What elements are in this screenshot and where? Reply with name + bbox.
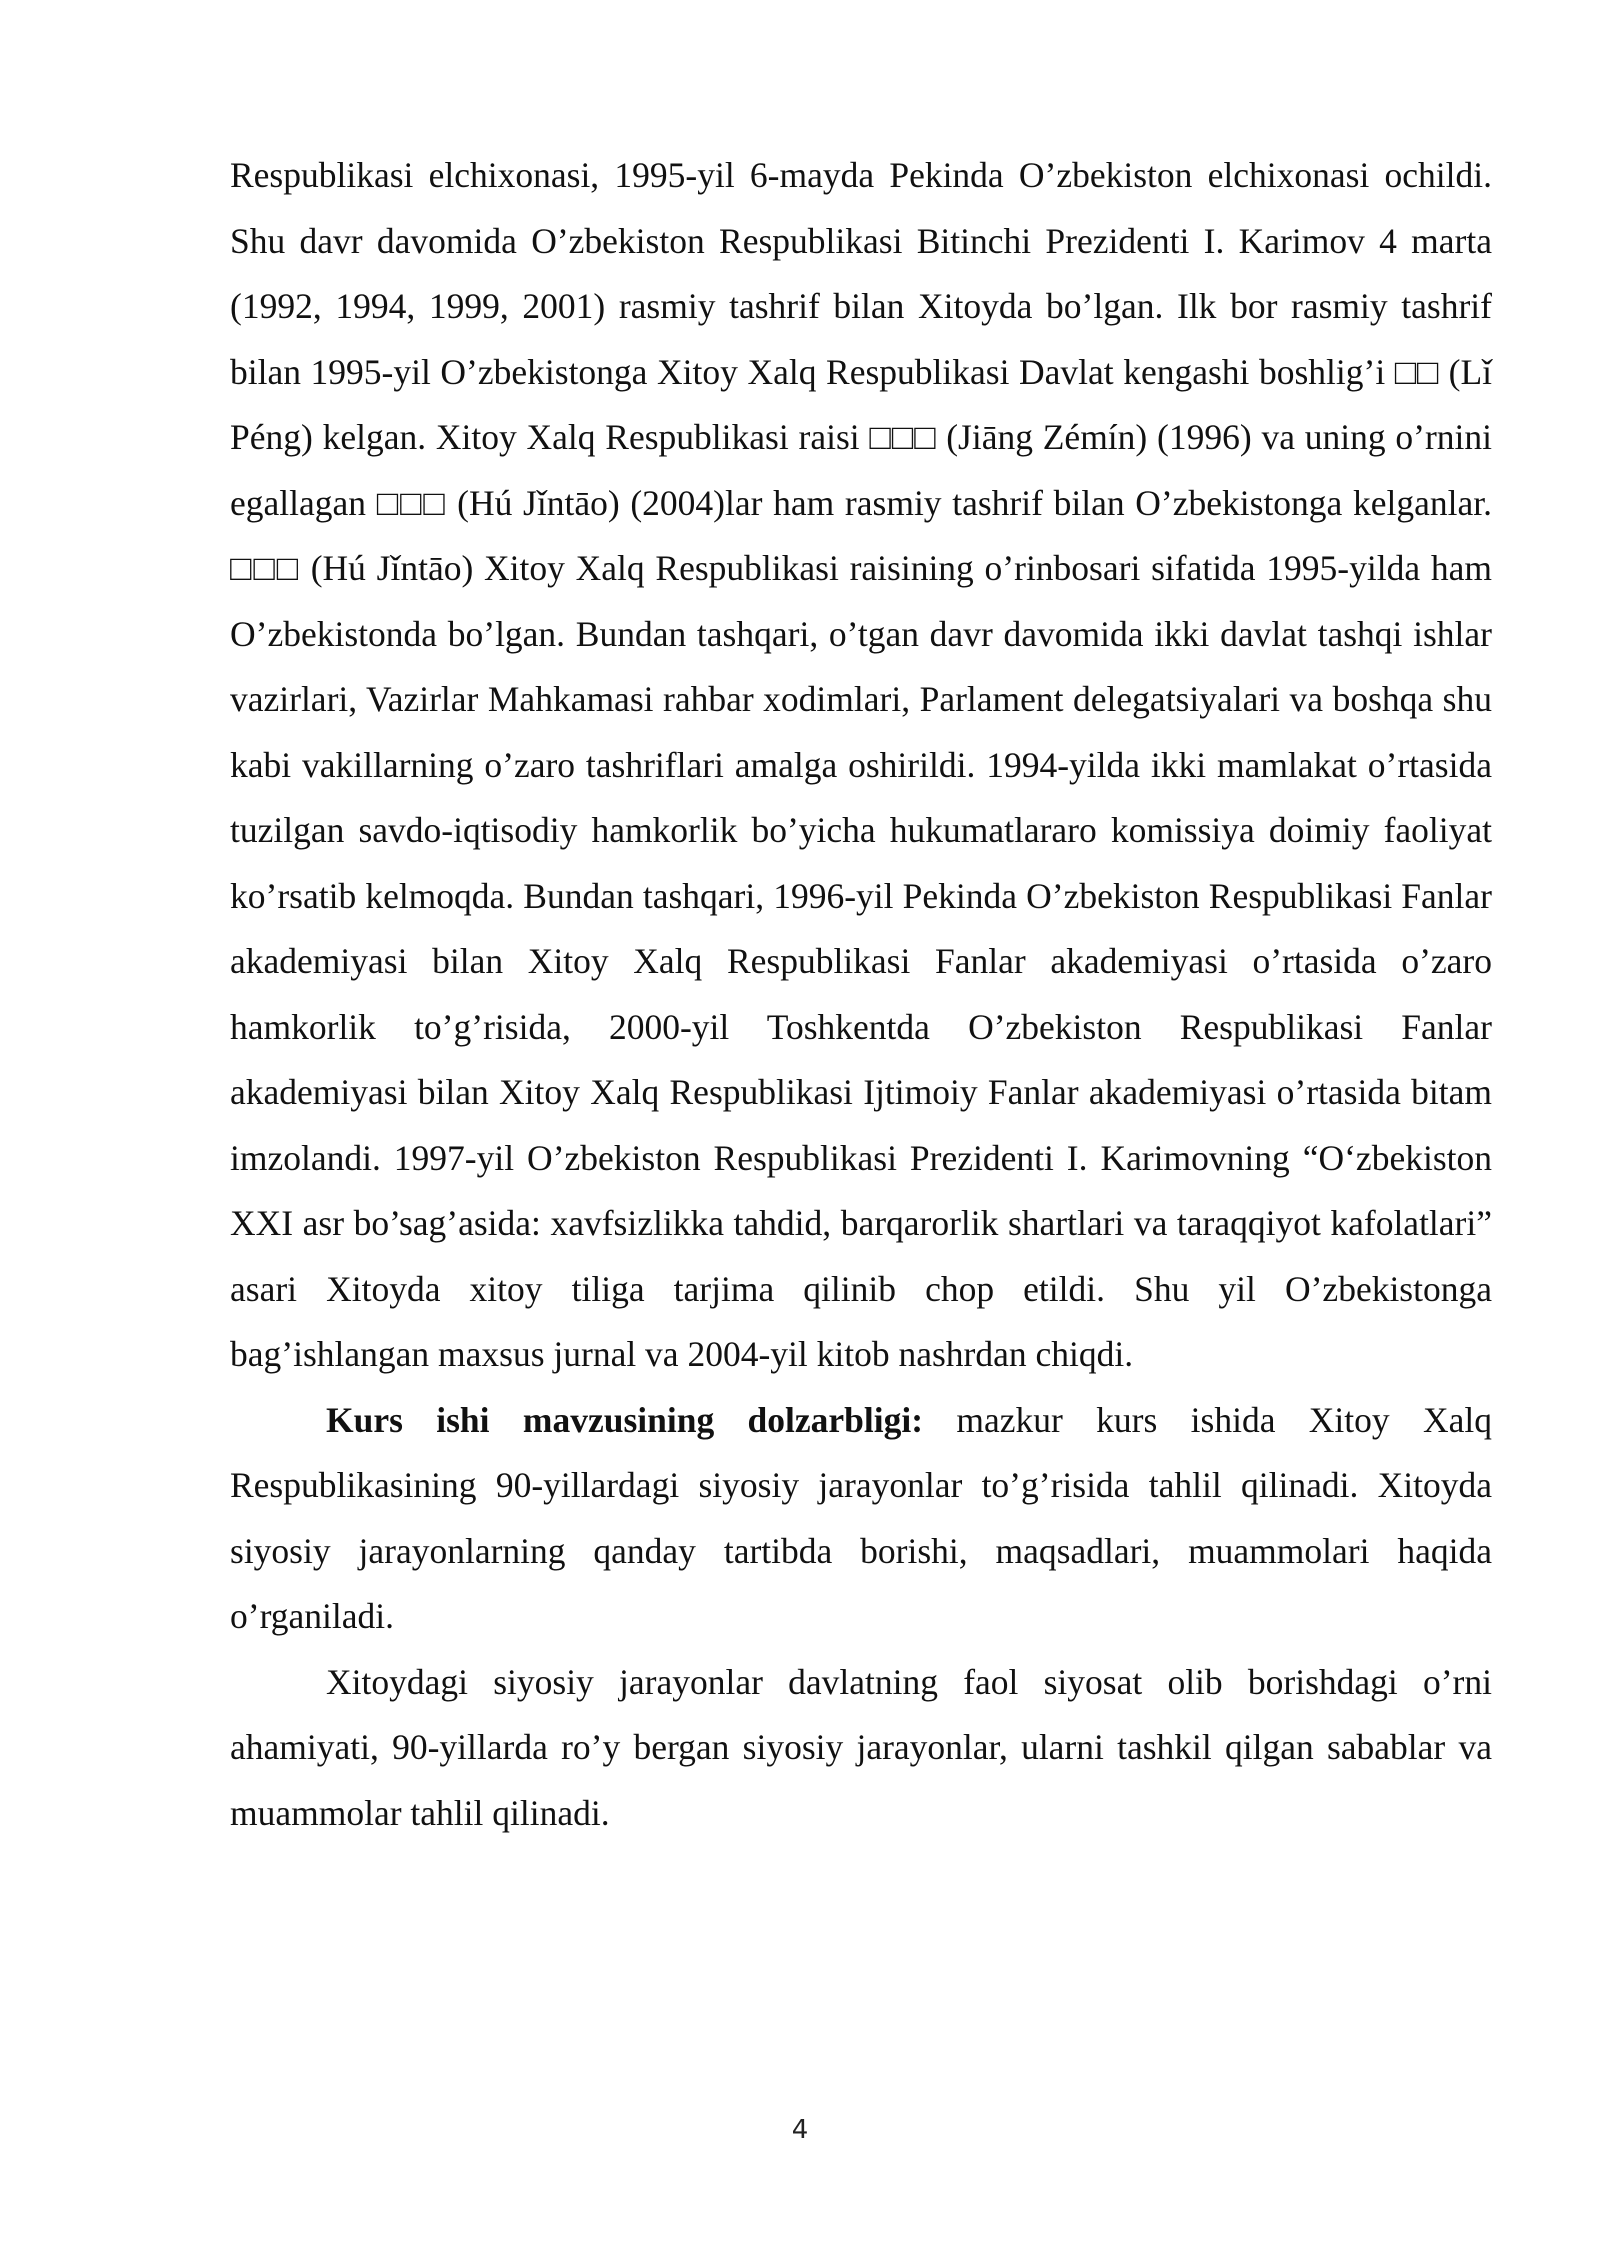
topic-relevance-text: mazkur kurs ishida Xitoy Xalq Respublikasining 90-yillardagi siyosiy jarayonlar to’g’risida tahlil qilinadi. Xitoyda siyosiy jarayonlarning qanday tartibda borishi, maqsadlari, muammolari haqida o’rganiladi. <box>230 1399 1492 1636</box>
topic-relevance-heading: Kurs ishi mavzusining dolzarbligi: <box>326 1399 924 1440</box>
paragraph-political-processes: Xitoydagi siyosiy jarayonlar davlatning faol siyosat olib borishdagi o’rni ahamiyati, 90-yillarda ro’y bergan siyosiy jarayonlar, ularni tashkil qilgan sabablar va muammolar tahlil qilinadi. <box>230 1661 1492 1833</box>
page-number: 4 <box>791 2115 809 2145</box>
paragraph-topic-relevance <box>230 1388 1492 1650</box>
document-body <box>230 143 1492 1846</box>
paragraph-relations-history: Respublikasi elchixonasi, 1995-yil 6-mayda Pekinda O’zbekiston elchixonasi ochildi. Shu davr davomida O’zbekiston Respublikasi Bitinchi Prezidenti I. Karimov 4 marta (1992, 1994, 1999, 2001) rasmiy tashrif bilan Xitoyda bo’lgan. Ilk bor rasmiy tashrif bilan 1995-yil O’zbekistonga Xitoy Xalq Respublikasi Davlat kengashi boshlig’i □□ (Lǐ Péng) kelgan. Xitoy Xalq Respublikasi raisi □□□ (Jiāng Zémín) (1996) va uning o’rnini egallagan □□□ (Hú Jǐntāo) (2004)lar ham rasmiy tashrif bilan O’zbekistonga kelganlar. □□□ (Hú Jǐntāo) Xitoy Xalq Respublikasi raisining o’rinbosari sifatida 1995-yilda ham O’zbekistonda bo’lgan. Bundan tashqari, o’tgan davr davomida ikki davlat tashqi ishlar vazirlari, Vazirlar Mahkamasi rahbar xodimlari, Parlament delegatsiyalari va boshqa shu kabi vakillarning o’zaro tashriflari amalga oshirildi. 1994-yilda ikki mamlakat o’rtasida tuzilgan savdo-iqtisodiy hamkorlik bo’yicha hukumatlararo komissiya doimiy faoliyat ko’rsatib kelmoqda. Bundan tashqari, 1996-yil Pekinda O’zbekiston Respublikasi Fanlar akademiyasi bilan Xitoy Xalq Respublikasi Fanlar akademiyasi o’rtasida o’zaro hamkorlik to’g’risida, 2000-yil Toshkentda O’zbekiston Respublikasi Fanlar akademiyasi bilan Xitoy Xalq Respublikasi Ijtimoiy Fanlar akademiyasi o’rtasida bitam imzolandi. 1997-yil O’zbekiston Respublikasi Prezidenti I. Karimovning “O‘zbekiston XXI asr bo’sag’asida: xavfsizlikka tahdid, barqarorlik shartlari va taraqqiyot kafolatlari” asari Xitoyda xitoy tiligа tarjima qilinib chop etildi. Shu yil O’zbekistonga bag’ishlangan maxsus jurnal va 2004-yil kitob nashrdan chiqdi. <box>230 155 1492 1374</box>
